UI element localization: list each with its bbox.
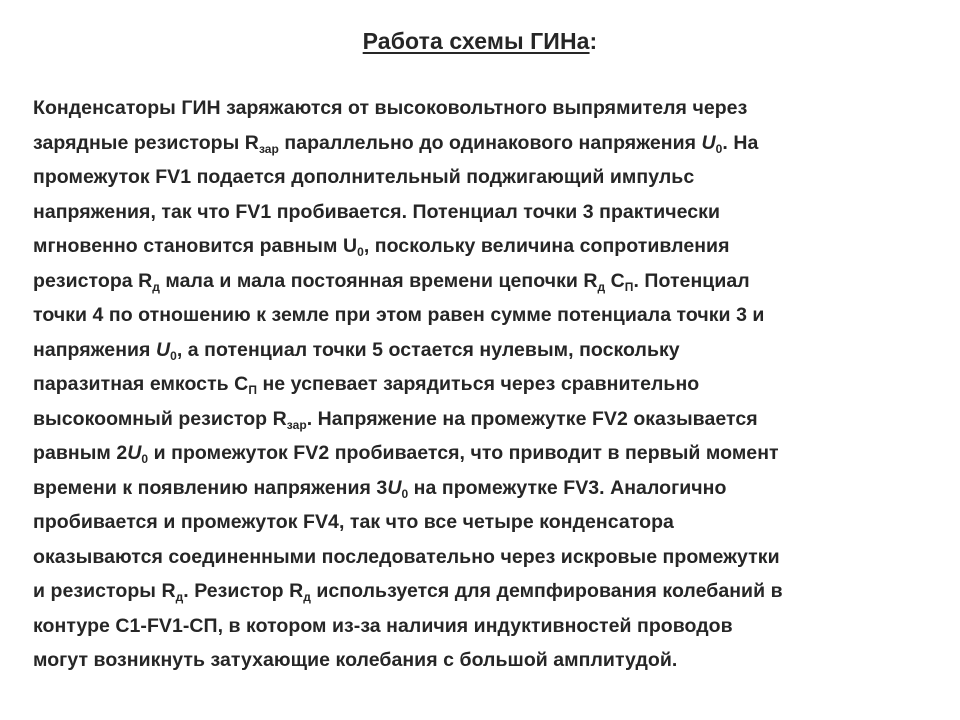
subscript: 0	[401, 486, 409, 501]
text-run: промежуток FV1 подается дополнительный поджигающий импульс	[33, 166, 695, 188]
subscript: П	[248, 383, 258, 397]
text-run: равным 2	[33, 442, 128, 464]
subscript: 0	[141, 452, 149, 466]
text-run: , а потенциал точки 5 остается нулевым, поскольку	[176, 338, 680, 361]
text-run: напряжения	[33, 338, 156, 361]
text-run: на промежутке FV3. Аналогично	[408, 476, 727, 499]
text-line	[33, 333, 933, 368]
text-run: точки 4 по отношению к земле при этом равен сумме потенциала точки 3 и	[33, 304, 765, 326]
text-run: , поскольку величина сопротивления	[363, 235, 730, 257]
text-run: могут возникнуть затухающие колебания с большой амплитудой.	[33, 649, 678, 671]
text-run: и резисторы R	[33, 580, 176, 602]
subscript: д	[303, 590, 311, 604]
text-run: не успевает зарядиться через сравнительно	[257, 373, 700, 395]
text-line	[33, 229, 933, 264]
text-run: напряжения, так что FV1 пробивается. Потенциал точки 3 практически	[33, 200, 721, 223]
slide-title-text: Работа схемы ГИНа	[362, 28, 590, 54]
text-line	[33, 91, 933, 126]
text-run: пробивается и промежуток FV4, так что все четыре конденсатора	[33, 511, 674, 533]
text-line	[33, 298, 933, 333]
text-line	[33, 505, 933, 540]
slide-title-colon: :	[589, 28, 598, 54]
subscript: д	[597, 279, 606, 294]
text-run: времени к появлению напряжения 3	[33, 476, 388, 499]
text-run: и промежуток FV2 пробивается, что приводит в первый момент	[148, 442, 779, 464]
italic-symbol: U	[701, 131, 716, 154]
text-run: мгновенно становится равным U	[33, 235, 358, 257]
subscript: зар	[258, 141, 279, 156]
subscript: 0	[357, 245, 364, 259]
text-run: высокоомный резистор R	[33, 407, 287, 430]
text-run: зарядные резисторы R	[33, 131, 259, 154]
text-line	[33, 367, 933, 402]
text-line	[33, 402, 933, 437]
text-run: . Напряжение на промежутке FV2 оказывается	[306, 407, 758, 430]
text-line	[33, 574, 933, 609]
italic-symbol: U	[155, 338, 171, 361]
italic-symbol: U	[127, 442, 142, 464]
text-run: . На	[722, 131, 759, 154]
text-line	[33, 609, 933, 644]
text-run: контуре С1-FV1-СП, в котором из-за наличия индуктивностей проводов	[33, 614, 733, 637]
text-line	[33, 160, 933, 195]
text-run: . Потенциал	[633, 269, 750, 292]
text-run: резистора R	[33, 269, 153, 292]
text-line	[33, 540, 933, 575]
subscript: д	[152, 279, 160, 294]
text-run: используется для демпфирования колебаний в	[310, 580, 783, 602]
text-run: параллельно до одинакового напряжения	[278, 131, 702, 154]
text-run: оказываются соединенными последовательно через искровые промежутки	[33, 545, 780, 568]
text-run: паразитная емкость С	[33, 373, 249, 395]
text-run: мала и мала постоянная времени цепочки R	[159, 269, 598, 292]
subscript: зар	[286, 417, 307, 432]
text-line	[33, 195, 933, 230]
slide-title	[0, 28, 960, 55]
text-run: С	[605, 269, 625, 292]
subscript: П	[624, 279, 634, 294]
text-line	[33, 264, 933, 299]
subscript: 0	[170, 348, 177, 363]
text-run: . Резистор R	[183, 580, 304, 602]
italic-symbol: U	[387, 476, 402, 499]
subscript: 0	[715, 141, 723, 156]
body-paragraph	[33, 91, 933, 678]
text-run: Конденсаторы ГИН заряжаются от высоковольтного выпрямителя через	[33, 97, 748, 119]
text-line	[33, 643, 933, 678]
text-line	[33, 471, 933, 506]
text-line	[33, 436, 933, 471]
text-line	[33, 126, 933, 161]
subscript: д	[175, 590, 184, 604]
